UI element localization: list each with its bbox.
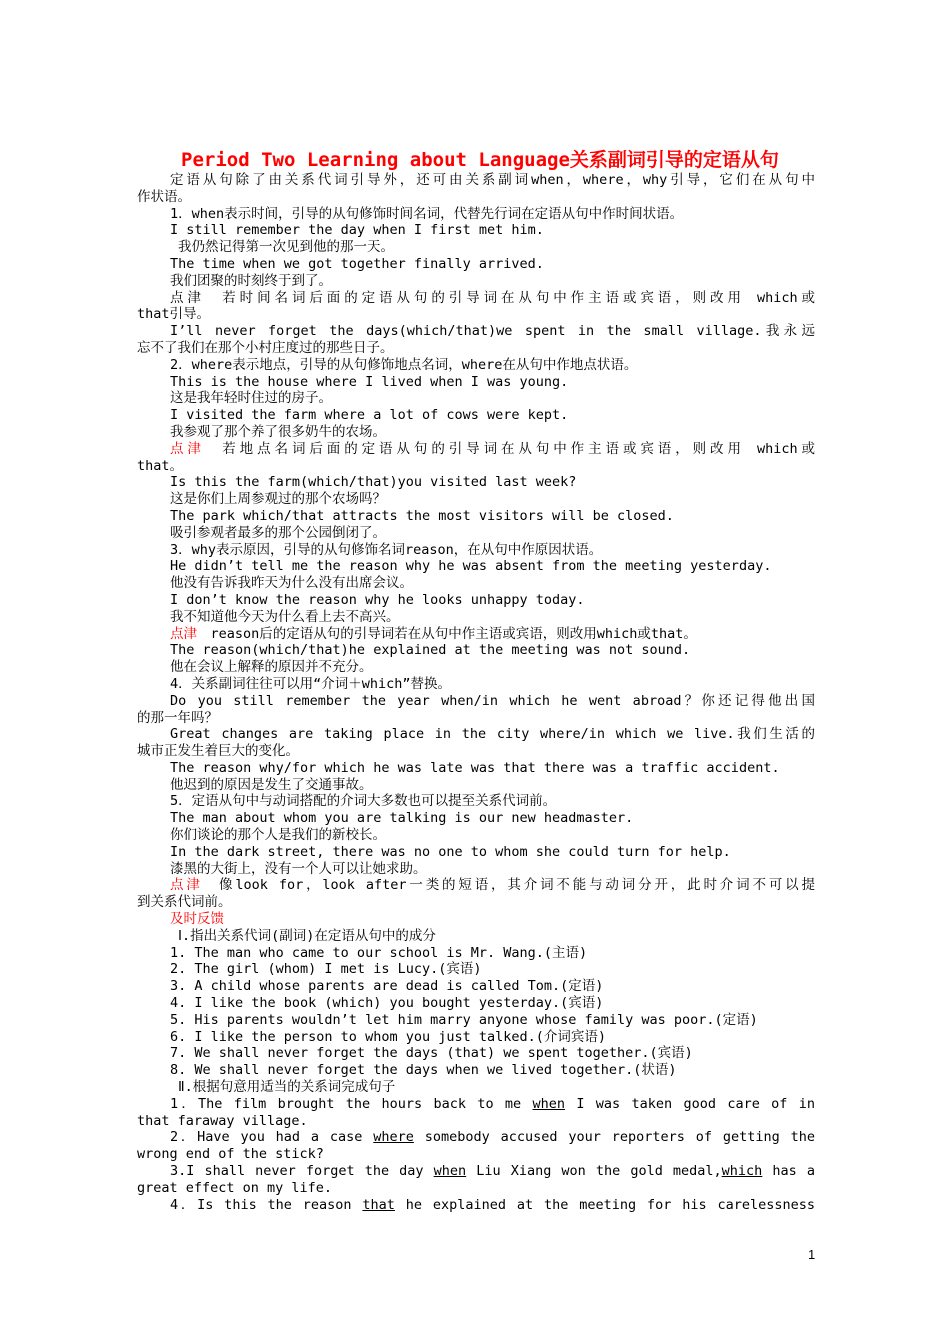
example-en: Is this the farm(which/that)you visited last week? <box>170 474 577 491</box>
example-zh: 我仍然记得第一次见到他的那一天。 <box>178 239 394 256</box>
exercise-item: 3. A child whose parents are dead is called Tom.(定语) <box>170 978 604 995</box>
example-line: 城市正发生着巨大的变化。 <box>137 743 299 760</box>
rule-prep-which: 4．关系副词往往可以用“介词＋which”替换。 <box>170 675 452 692</box>
feedback-heading: 及时反馈 <box>170 911 224 928</box>
example-zh: 吸引参观者最多的那个公园倒闭了。 <box>170 524 386 541</box>
exercise-line: that faraway village. <box>137 1112 308 1129</box>
example-zh: 我参观了那个养了很多奶牛的农场。 <box>170 423 386 440</box>
example-line: 的那一年吗？ <box>137 709 218 726</box>
document-body <box>137 148 815 1213</box>
rule-why: 3．why表示原因，引导的从句修饰名词reason，在从句中作原因状语。 <box>170 541 603 558</box>
example-en: The park which/that attracts the most visitors will be closed. <box>170 507 674 524</box>
answer-blank: when <box>433 1163 467 1180</box>
exercise-line: 4．Is this the reason that he explained at the meeting for his carelessness <box>170 1196 815 1213</box>
exercise-item: 8. We shall never forget the days when we lived together.(状语) <box>170 1062 677 1079</box>
example-zh: 他没有告诉我昨天为什么没有出席会议。 <box>170 575 413 592</box>
example-zh: 这是你们上周参观过的那个农场吗？ <box>170 491 386 508</box>
example-en: I still remember the day when I first met him. <box>170 222 544 239</box>
exercise-line: 1．The film brought the hours back to me when I was taken good care of in <box>170 1095 815 1112</box>
tip-line: 到关系代词前。 <box>137 894 232 911</box>
example-en: The man about whom you are talking is our new headmaster. <box>170 810 634 827</box>
example-en: He didn’t tell me the reason why he was absent from the meeting yesterday. <box>170 558 772 575</box>
tip-line: 点津 像look for，look after一类的短语，其介词不能与动词分开，此时介词不可以提 <box>170 877 815 894</box>
part2-title: Ⅱ.根据句意用适当的关系词完成句子 <box>178 1079 396 1096</box>
rule-where: 2．where表示地点，引导的从句修饰地点名词，where在从句中作地点状语。 <box>170 356 638 373</box>
tip-line: that引导。 <box>137 306 211 323</box>
example-en: The reason why/for which he was late was that there was a traffic accident. <box>170 759 780 776</box>
example-line: 忘不了我们在那个小村庄度过的那些日子。 <box>137 339 394 356</box>
tip-label: 点津 <box>170 289 205 306</box>
example-line: Great changes are taking place in the city where/in which we live.我们生活的 <box>170 726 815 743</box>
part1-list <box>137 945 815 1079</box>
rule-prep-front: 5．定语从句中与动词搭配的介词大多数也可以提至关系代词前。 <box>170 793 557 810</box>
example-en: I don’t know the reason why he looks unhappy today. <box>170 591 585 608</box>
tip-label: 点津 <box>170 625 197 642</box>
example-zh: 我们团聚的时刻终于到了。 <box>170 272 332 289</box>
exercise-item: 4. I like the book (which) you bought yesterday.(宾语) <box>170 995 604 1012</box>
example-zh: 你们谈论的那个人是我们的新校长。 <box>170 827 386 844</box>
exercise-line: wrong end of the stick? <box>137 1146 324 1163</box>
exercise-item: 7. We shall never forget the days (that) we spent together.(宾语) <box>170 1045 693 1062</box>
rule-when: 1．when表示时间，引导的从句修饰时间名词，代替先行词在定语从句中作时间状语。 <box>170 205 684 222</box>
example-zh: 我不知道他今天为什么看上去不高兴。 <box>170 608 400 625</box>
intro-line: 作状语。 <box>137 188 191 205</box>
example-en: In the dark street, there was no one to whom she could turn for help. <box>170 843 731 860</box>
example-line: I’ll never forget the days(which/that)we spent in the small village.我永远 <box>170 323 815 340</box>
tip-line: 点津 reason后的定语从句的引导词若在从句中作主语或宾语，则改用which或that。 <box>170 625 697 642</box>
page-title: Period Two Learning about Language关系副词引导的定语从句 <box>181 149 779 171</box>
part1-title: Ⅰ.指出关系代词(副词)在定语从句中的成分 <box>178 927 436 944</box>
example-en: The reason(which/that)he explained at the meeting was not sound. <box>170 642 691 659</box>
tip-label: 点津 <box>170 440 205 457</box>
answer-blank: where <box>373 1129 414 1146</box>
tip-line: that。 <box>137 457 184 474</box>
exercise-item: 1. The man who came to our school is Mr. Wang.(主语) <box>170 944 588 961</box>
example-en: This is the house where I lived when I was young. <box>170 373 569 390</box>
example-zh: 漆黑的大街上，没有一个人可以让她求助。 <box>170 860 427 877</box>
tip-line: 点津 若时间名词后面的定语从句的引导词在从句中作主语或宾语，则改用 which或 <box>170 289 816 306</box>
exercise-item: 6. I like the person to whom you just talked.(介词宾语) <box>170 1028 607 1045</box>
example-en: I visited the farm where a lot of cows were kept. <box>170 407 569 424</box>
page-number: 1 <box>808 1247 816 1262</box>
exercise-line: 3.I shall never forget the day when Liu Xiang won the gold medal,which has a <box>170 1163 815 1180</box>
exercise-item: 2. The girl (whom) I met is Lucy.(宾语) <box>170 961 482 978</box>
example-zh: 他在会议上解释的原因并不充分。 <box>170 659 373 676</box>
tip-label: 点津 <box>170 877 203 894</box>
tip-line: 点津 若地点名词后面的定语从句的引导词在从句中作主语或宾语，则改用 which或 <box>170 440 816 457</box>
exercise-line: great effect on my life. <box>137 1179 333 1196</box>
answer-blank: that <box>362 1196 395 1213</box>
example-line: Do you still remember the year when/in which he went abroad？你还记得他出国 <box>170 692 815 709</box>
intro-line: 定语从句除了由关系代词引导外，还可由关系副词when，where，why引导，它们在从句中 <box>170 172 815 188</box>
example-zh: 这是我年轻时住过的房子。 <box>170 390 332 407</box>
exercise-line: 2．Have you had a case where somebody accused your reporters of getting the <box>170 1129 815 1146</box>
example-zh: 他迟到的原因是发生了交通事故。 <box>170 776 373 793</box>
exercise-item: 5. His parents wouldn’t let him marry anyone whose family was poor.(定语) <box>170 1011 758 1028</box>
answer-blank: which <box>721 1163 763 1180</box>
answer-blank: when <box>532 1095 566 1112</box>
example-en: The time when we got together finally arrived. <box>170 255 544 272</box>
